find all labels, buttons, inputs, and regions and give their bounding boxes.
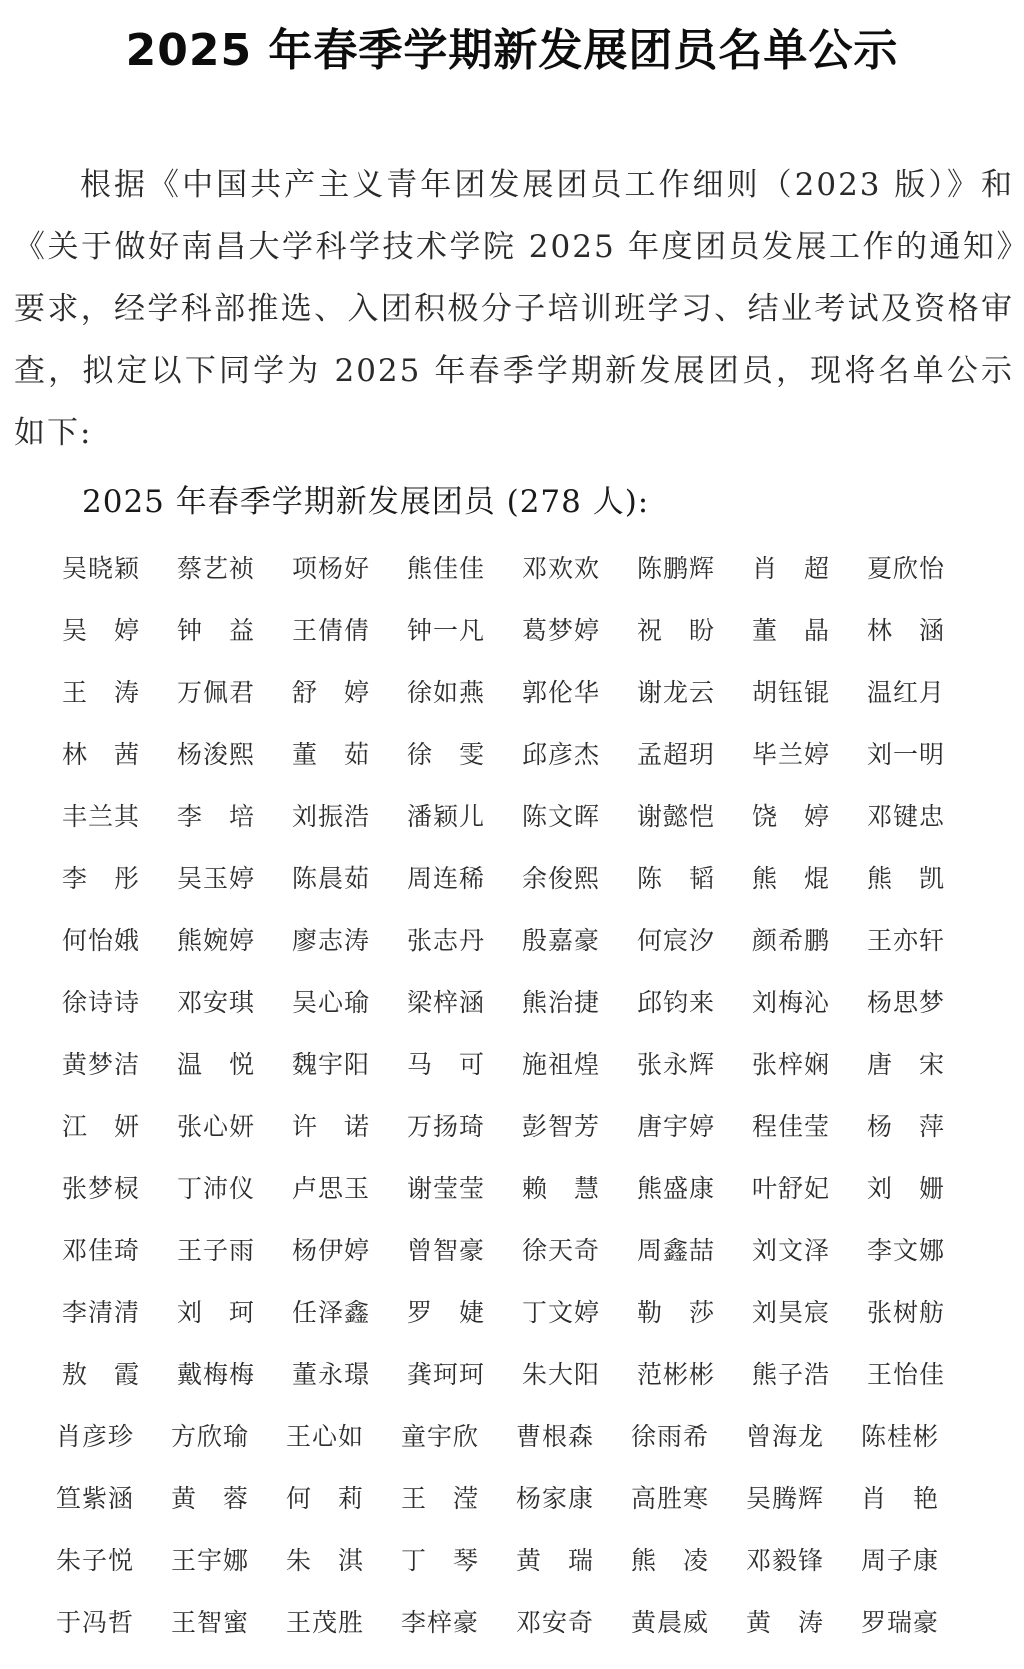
name-cell: 邓佳琦 <box>62 1236 141 1265</box>
name-cell: 张心妍 <box>177 1112 256 1141</box>
name-cell: 肖彦珍 <box>56 1422 135 1451</box>
name-cell: 谢龙云 <box>637 678 716 707</box>
name-cell: 李 培 <box>177 802 256 831</box>
name-cell: 刘振浩 <box>292 802 371 831</box>
name-cell: 赖 慧 <box>522 1174 601 1203</box>
document-title: 2025 年春季学期新发展团员名单公示 <box>125 25 899 76</box>
name-cell: 丁文婷 <box>522 1298 601 1327</box>
name-cell: 蔡艺祯 <box>177 554 256 583</box>
name-cell: 邓毅锋 <box>746 1546 825 1575</box>
name-cell: 笪紫涵 <box>56 1484 135 1513</box>
name-cell: 曾海龙 <box>746 1422 825 1451</box>
name-cell: 万扬琦 <box>407 1112 486 1141</box>
name-cell: 曹根森 <box>516 1422 595 1451</box>
name-cell: 林 涵 <box>867 616 946 645</box>
name-cell: 徐雨希 <box>631 1422 710 1451</box>
name-cell: 刘一明 <box>867 740 946 769</box>
name-cell: 熊 焜 <box>752 864 831 893</box>
name-cell: 邓键忠 <box>867 802 946 831</box>
name-cell: 钟 益 <box>177 616 256 645</box>
name-cell: 任泽鑫 <box>292 1298 371 1327</box>
name-cell: 孟超玥 <box>637 740 716 769</box>
name-cell: 祝 盼 <box>637 616 716 645</box>
name-cell: 邓安奇 <box>516 1608 595 1637</box>
name-row <box>62 660 962 722</box>
name-cell: 熊盛康 <box>637 1174 716 1203</box>
name-row <box>62 908 962 970</box>
name-cell: 彭智芳 <box>522 1112 601 1141</box>
name-cell: 刘 珂 <box>177 1298 256 1327</box>
name-cell: 周鑫喆 <box>637 1236 716 1265</box>
name-cell: 熊 凌 <box>631 1546 710 1575</box>
name-cell: 黄梦洁 <box>62 1050 141 1079</box>
name-cell: 徐天奇 <box>522 1236 601 1265</box>
name-cell: 陈文晖 <box>522 802 601 831</box>
name-cell: 王亦轩 <box>867 926 946 955</box>
name-cell: 葛梦婷 <box>522 616 601 645</box>
name-cell: 张梓娴 <box>752 1050 831 1079</box>
name-cell: 杨思梦 <box>867 988 946 1017</box>
name-cell: 黄 涛 <box>746 1608 825 1637</box>
name-cell: 邱钧来 <box>637 988 716 1017</box>
name-cell: 杨伊婷 <box>292 1236 371 1265</box>
name-cell: 胡钰锟 <box>752 678 831 707</box>
name-cell: 董 晶 <box>752 616 831 645</box>
name-cell: 董 茹 <box>292 740 371 769</box>
name-cell: 毕兰婷 <box>752 740 831 769</box>
name-cell: 唐宇婷 <box>637 1112 716 1141</box>
name-cell: 钟一凡 <box>407 616 486 645</box>
name-cell: 童宇欣 <box>401 1422 480 1451</box>
name-cell: 饶 婷 <box>752 802 831 831</box>
name-cell: 温 悦 <box>177 1050 256 1079</box>
name-cell: 程佳莹 <box>752 1112 831 1141</box>
name-row <box>62 598 962 660</box>
name-cell: 吴心瑜 <box>292 988 371 1017</box>
name-cell: 董永璟 <box>292 1360 371 1389</box>
name-cell: 李梓豪 <box>401 1608 480 1637</box>
name-row <box>62 846 962 908</box>
name-cell: 朱大阳 <box>522 1360 601 1389</box>
name-row <box>56 1404 962 1466</box>
name-cell: 殷嘉豪 <box>522 926 601 955</box>
name-row <box>62 1032 962 1094</box>
name-cell: 温红月 <box>867 678 946 707</box>
name-row <box>62 1280 962 1342</box>
name-cell: 熊婉婷 <box>177 926 256 955</box>
name-cell: 于冯哲 <box>56 1608 135 1637</box>
name-cell: 朱 淇 <box>286 1546 365 1575</box>
name-cell: 张梦棂 <box>62 1174 141 1203</box>
name-cell: 王茂胜 <box>286 1608 365 1637</box>
name-cell: 王 涛 <box>62 678 141 707</box>
name-cell: 曾智豪 <box>407 1236 486 1265</box>
name-cell: 罗瑞豪 <box>861 1608 940 1637</box>
name-cell: 邱彦杰 <box>522 740 601 769</box>
name-cell: 林 茜 <box>62 740 141 769</box>
name-cell: 吴腾辉 <box>746 1484 825 1513</box>
name-cell: 何宸汐 <box>637 926 716 955</box>
name-cell: 万佩君 <box>177 678 256 707</box>
name-cell: 王子雨 <box>177 1236 256 1265</box>
name-cell: 徐如燕 <box>407 678 486 707</box>
name-cell: 戴梅梅 <box>177 1360 256 1389</box>
name-cell: 黄 蓉 <box>171 1484 250 1513</box>
name-row <box>62 970 962 1032</box>
name-cell: 罗 婕 <box>407 1298 486 1327</box>
name-cell: 徐 雯 <box>407 740 486 769</box>
name-cell: 周连稀 <box>407 864 486 893</box>
name-cell: 李 彤 <box>62 864 141 893</box>
name-cell: 谢莹莹 <box>407 1174 486 1203</box>
name-cell: 何 莉 <box>286 1484 365 1513</box>
name-cell: 邓安琪 <box>177 988 256 1017</box>
name-cell: 李文娜 <box>867 1236 946 1265</box>
intro-paragraph: 根据《中国共产主义青年团发展团员工作细则（2023 版）》和《关于做好南昌大学科学技术学院 2025 年度团员发展工作的通知》要求，经学科部推选、入团积极分子培训班学习、结业考试及资格审查，拟定以下同学为 2025 年春季学期新发展团员，现将名单公示如下: <box>14 167 1014 451</box>
name-cell: 项杨好 <box>292 554 371 583</box>
name-list <box>56 536 962 1652</box>
name-cell: 王智蜜 <box>171 1608 250 1637</box>
name-cell: 张永辉 <box>637 1050 716 1079</box>
name-cell: 勒 莎 <box>637 1298 716 1327</box>
name-cell: 陈桂彬 <box>861 1422 940 1451</box>
name-row <box>62 536 962 598</box>
list-heading: 2025 年春季学期新发展团员 (278 人): <box>82 484 650 520</box>
name-cell: 许 诺 <box>292 1112 371 1141</box>
name-cell: 颜希鹏 <box>752 926 831 955</box>
name-cell: 朱子悦 <box>56 1546 135 1575</box>
name-cell: 熊治捷 <box>522 988 601 1017</box>
name-cell: 余俊熙 <box>522 864 601 893</box>
name-cell: 魏宇阳 <box>292 1050 371 1079</box>
name-cell: 邓欢欢 <box>522 554 601 583</box>
name-cell: 杨 萍 <box>867 1112 946 1141</box>
name-cell: 吴晓颖 <box>62 554 141 583</box>
name-cell: 王 滢 <box>401 1484 480 1513</box>
name-cell: 黄晨威 <box>631 1608 710 1637</box>
name-cell: 潘颖儿 <box>407 802 486 831</box>
name-row <box>62 1342 962 1404</box>
name-cell: 梁梓涵 <box>407 988 486 1017</box>
name-cell: 王倩倩 <box>292 616 371 645</box>
name-cell: 周子康 <box>861 1546 940 1575</box>
name-cell: 杨浚熙 <box>177 740 256 769</box>
name-cell: 熊 凯 <box>867 864 946 893</box>
name-cell: 唐 宋 <box>867 1050 946 1079</box>
name-cell: 熊子浩 <box>752 1360 831 1389</box>
name-cell: 徐诗诗 <box>62 988 141 1017</box>
name-cell: 夏欣怡 <box>867 554 946 583</box>
name-cell: 张树舫 <box>867 1298 946 1327</box>
name-cell: 张志丹 <box>407 926 486 955</box>
name-cell: 王怡佳 <box>867 1360 946 1389</box>
name-cell: 刘梅沁 <box>752 988 831 1017</box>
name-cell: 肖 艳 <box>861 1484 940 1513</box>
name-cell: 敖 霞 <box>62 1360 141 1389</box>
name-cell: 王宇娜 <box>171 1546 250 1575</box>
name-cell: 舒 婷 <box>292 678 371 707</box>
name-cell: 马 可 <box>407 1050 486 1079</box>
name-cell: 吴玉婷 <box>177 864 256 893</box>
name-cell: 龚珂珂 <box>407 1360 486 1389</box>
name-row <box>62 1218 962 1280</box>
name-cell: 熊佳佳 <box>407 554 486 583</box>
name-cell: 李清清 <box>62 1298 141 1327</box>
name-cell: 何怡娥 <box>62 926 141 955</box>
name-row <box>62 722 962 784</box>
name-cell: 刘昊宸 <box>752 1298 831 1327</box>
name-row <box>62 784 962 846</box>
name-cell: 方欣瑜 <box>171 1422 250 1451</box>
name-row <box>62 1156 962 1218</box>
name-cell: 丁 琴 <box>401 1546 480 1575</box>
name-cell: 陈鹏辉 <box>637 554 716 583</box>
name-cell: 王心如 <box>286 1422 365 1451</box>
name-cell: 黄 瑞 <box>516 1546 595 1575</box>
name-cell: 刘 姗 <box>867 1174 946 1203</box>
name-cell: 施祖煌 <box>522 1050 601 1079</box>
name-cell: 谢懿恺 <box>637 802 716 831</box>
name-cell: 卢思玉 <box>292 1174 371 1203</box>
name-cell: 杨家康 <box>516 1484 595 1513</box>
name-cell: 江 妍 <box>62 1112 141 1141</box>
name-cell: 陈 韬 <box>637 864 716 893</box>
name-cell: 刘文泽 <box>752 1236 831 1265</box>
name-cell: 丁沛仪 <box>177 1174 256 1203</box>
name-row <box>56 1466 962 1528</box>
name-row <box>56 1528 962 1590</box>
name-cell: 廖志涛 <box>292 926 371 955</box>
name-row <box>62 1094 962 1156</box>
name-cell: 吴 婷 <box>62 616 141 645</box>
name-row <box>56 1590 962 1652</box>
name-cell: 郭伦华 <box>522 678 601 707</box>
name-cell: 丰兰其 <box>62 802 141 831</box>
name-cell: 高胜寒 <box>631 1484 710 1513</box>
name-cell: 叶舒妃 <box>752 1174 831 1203</box>
name-cell: 陈晨茹 <box>292 864 371 893</box>
name-cell: 范彬彬 <box>637 1360 716 1389</box>
name-cell: 肖 超 <box>752 554 831 583</box>
